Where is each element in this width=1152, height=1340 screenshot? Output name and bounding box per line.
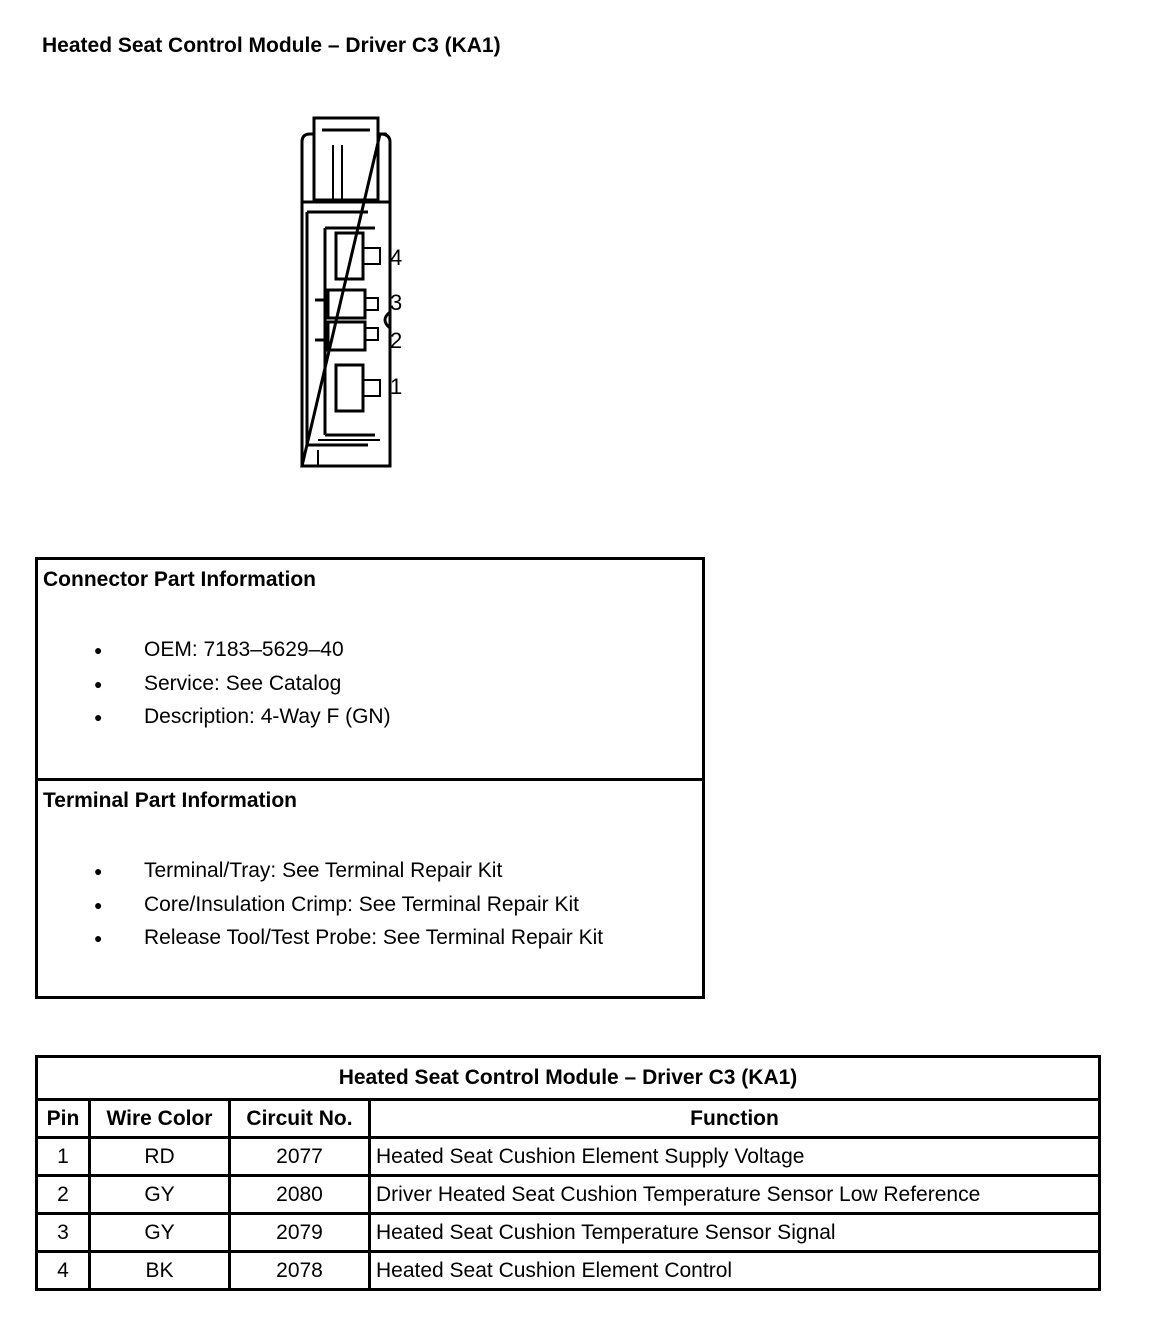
wire-color-cell: GY — [90, 1176, 230, 1214]
list-item: ● OEM: 7183–5629–40 — [38, 638, 391, 672]
function-cell: Heated Seat Cushion Element Control — [370, 1252, 1100, 1290]
column-header: Pin — [37, 1100, 90, 1138]
circuit-cell: 2079 — [230, 1214, 370, 1252]
circuit-cell: 2078 — [230, 1252, 370, 1290]
list-item: ● Terminal/Tray: See Terminal Repair Kit — [38, 859, 603, 893]
list-item: ● Description: 4-Way F (GN) — [38, 705, 391, 739]
table-row — [37, 1214, 1100, 1252]
wire-color-cell: RD — [90, 1138, 230, 1176]
table-title: Heated Seat Control Module – Driver C3 (KA1) — [37, 1057, 1100, 1100]
table-row — [37, 1176, 1100, 1214]
function-cell: Driver Heated Seat Cushion Temperature Sensor Low Reference — [370, 1176, 1100, 1214]
column-header: Circuit No. — [230, 1100, 370, 1138]
pin-cell: 4 — [37, 1252, 90, 1290]
pin-label: 4 — [390, 245, 403, 270]
pin-cell: 2 — [37, 1176, 90, 1214]
page-title: Heated Seat Control Module – Driver C3 (KA1) — [42, 34, 501, 57]
circuit-cell: 2080 — [230, 1176, 370, 1214]
list-item: ● Core/Insulation Crimp: See Terminal Repair Kit — [38, 893, 603, 927]
part-information-box — [35, 557, 705, 999]
pin-label: 3 — [390, 290, 403, 315]
terminal-part-information — [38, 778, 702, 996]
pinout-table — [35, 1055, 1101, 1291]
section-heading: Terminal Part Information — [43, 789, 297, 812]
function-cell: Heated Seat Cushion Temperature Sensor Signal — [370, 1214, 1100, 1252]
pin-label: 1 — [390, 374, 403, 399]
table-row — [37, 1138, 1100, 1176]
list-item: ● Service: See Catalog — [38, 672, 391, 706]
wire-color-cell: GY — [90, 1214, 230, 1252]
connector-face-diagram — [280, 100, 420, 480]
table-row — [37, 1252, 1100, 1290]
column-header: Function — [370, 1100, 1100, 1138]
circuit-cell: 2077 — [230, 1138, 370, 1176]
section-heading: Connector Part Information — [43, 568, 317, 591]
column-header: Wire Color — [90, 1100, 230, 1138]
pin-cell: 3 — [37, 1214, 90, 1252]
connector-part-information — [38, 560, 702, 778]
pin-label: 2 — [390, 328, 403, 353]
wire-color-cell: BK — [90, 1252, 230, 1290]
function-cell: Heated Seat Cushion Element Supply Voltage — [370, 1138, 1100, 1176]
pin-cell: 1 — [37, 1138, 90, 1176]
list-item: ● Release Tool/Test Probe: See Terminal Repair Kit — [38, 926, 603, 960]
